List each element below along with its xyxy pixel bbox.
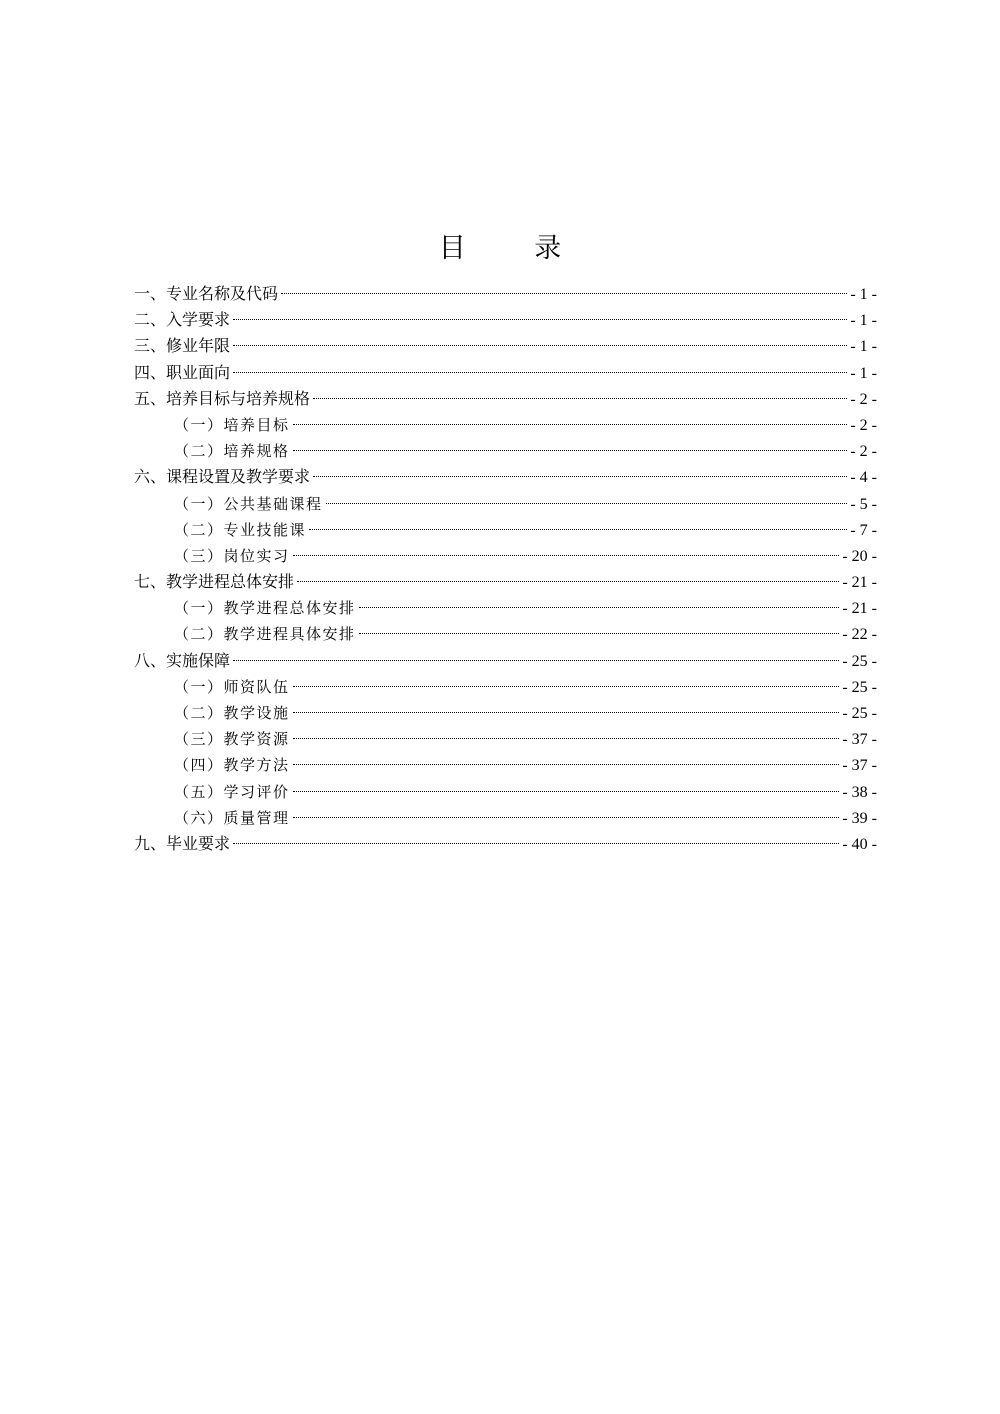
toc-entry[interactable]	[134, 517, 877, 543]
toc-page-number: - 4 -	[850, 469, 877, 487]
toc-entry[interactable]	[134, 700, 877, 726]
toc-entry[interactable]	[134, 621, 877, 647]
toc-page-number: - 1 -	[850, 364, 877, 382]
toc-leader-dots	[293, 712, 840, 713]
toc-entry[interactable]	[134, 569, 877, 595]
toc-entry-label: （二）教学设施	[174, 704, 290, 722]
toc-entry-label: （一）教学进程总体安排	[174, 599, 356, 618]
toc-entry-label: （一）公共基础课程	[174, 494, 323, 513]
toc-entry[interactable]	[134, 438, 877, 464]
toc-leader-dots	[293, 450, 848, 451]
toc-entry[interactable]	[134, 726, 877, 752]
toc-leader-dots	[293, 817, 840, 818]
toc-entry[interactable]	[134, 333, 877, 359]
toc-page-number: - 5 -	[850, 495, 877, 513]
toc-title: 目 录	[438, 233, 592, 264]
toc-page-number: - 2 -	[850, 390, 877, 408]
toc-entry[interactable]	[134, 779, 877, 805]
toc-entry-label: 三、修业年限	[134, 336, 231, 356]
toc-leader-dots	[313, 398, 847, 399]
toc-entry[interactable]	[134, 307, 877, 333]
toc-entry-label: （二）培养规格	[174, 442, 290, 461]
toc-entry[interactable]	[134, 412, 877, 438]
toc-entry-label: （一）培养目标	[174, 415, 290, 434]
toc-leader-dots	[233, 345, 847, 346]
toc-entry-label: 二、入学要求	[134, 310, 231, 330]
toc-page-number: - 21 -	[842, 574, 877, 592]
toc-leader-dots	[233, 660, 839, 661]
toc-page-number: - 25 -	[842, 652, 877, 670]
toc-entry-label: （三）岗位实习	[174, 546, 290, 565]
toc-leader-dots	[297, 581, 839, 582]
toc-page-number: - 37 -	[842, 731, 877, 749]
toc-entry[interactable]	[134, 281, 877, 307]
toc-entry-label: （六）质量管理	[174, 808, 290, 827]
toc-page-number: - 20 -	[842, 547, 877, 565]
toc-page-number: - 38 -	[842, 783, 877, 801]
toc-page-number: - 1 -	[850, 286, 877, 303]
toc-entry-label: 六、课程设置及教学要求	[134, 467, 311, 487]
toc-entry[interactable]	[134, 752, 877, 778]
toc-leader-dots	[233, 319, 847, 320]
toc-page-number: - 21 -	[842, 600, 877, 618]
toc-leader-dots	[313, 476, 847, 477]
toc-entry-label: 一、专业名称及代码	[134, 284, 279, 303]
toc-entry[interactable]	[134, 595, 877, 621]
toc-entry-label: 九、毕业要求	[134, 833, 231, 853]
toc-entry-label: （二）教学进程具体安排	[174, 625, 356, 644]
toc-entry-label: （一）师资队伍	[174, 677, 290, 696]
toc-page-number: - 25 -	[842, 678, 877, 696]
toc-page-number: - 1 -	[850, 338, 877, 356]
toc-entry[interactable]	[134, 464, 877, 490]
toc-page-number: - 25 -	[842, 705, 877, 722]
toc-page-number: - 22 -	[842, 626, 877, 644]
toc-page-number: - 7 -	[850, 521, 877, 539]
toc-entry-label: 四、职业面向	[134, 362, 231, 382]
toc-leader-dots	[293, 764, 840, 765]
toc-leader-dots	[293, 555, 840, 556]
toc-entry[interactable]	[134, 543, 877, 569]
toc-entry-label: （二）专业技能课	[174, 520, 307, 539]
toc-page-number: - 40 -	[842, 835, 877, 853]
toc-entry-label: 五、培养目标与培养规格	[134, 388, 311, 408]
toc-entry-label: （四）教学方法	[174, 756, 290, 775]
toc-page-number: - 2 -	[850, 443, 877, 461]
toc-leader-dots	[359, 607, 840, 608]
toc-entry-label: （五）学习评价	[174, 782, 290, 801]
toc-leader-dots	[293, 686, 840, 687]
toc-page-number: - 1 -	[850, 312, 877, 330]
toc-leader-dots	[233, 372, 847, 373]
toc-leader-dots	[293, 424, 848, 425]
toc-leader-dots	[233, 843, 839, 844]
toc-leader-dots	[309, 529, 847, 530]
toc-entry[interactable]	[134, 386, 877, 412]
toc-entry[interactable]	[134, 674, 877, 700]
toc-entry-label: 七、教学进程总体安排	[134, 572, 295, 592]
toc-entry[interactable]	[134, 491, 877, 517]
toc-leader-dots	[293, 791, 840, 792]
toc-entry-label: （三）教学资源	[174, 730, 290, 749]
toc-leader-dots	[359, 633, 840, 634]
toc-leader-dots	[281, 293, 847, 294]
toc-entry[interactable]	[134, 831, 877, 857]
toc-entry[interactable]	[134, 805, 877, 831]
toc-page-number: - 2 -	[850, 416, 877, 434]
toc-page-number: - 39 -	[842, 809, 877, 827]
toc-entry-label: 八、实施保障	[134, 650, 231, 670]
toc-entry[interactable]	[134, 648, 877, 674]
toc-page-number: - 37 -	[842, 757, 877, 775]
toc-leader-dots	[293, 738, 840, 739]
toc-list	[134, 281, 877, 857]
toc-entry[interactable]	[134, 360, 877, 386]
toc-leader-dots	[326, 503, 848, 504]
